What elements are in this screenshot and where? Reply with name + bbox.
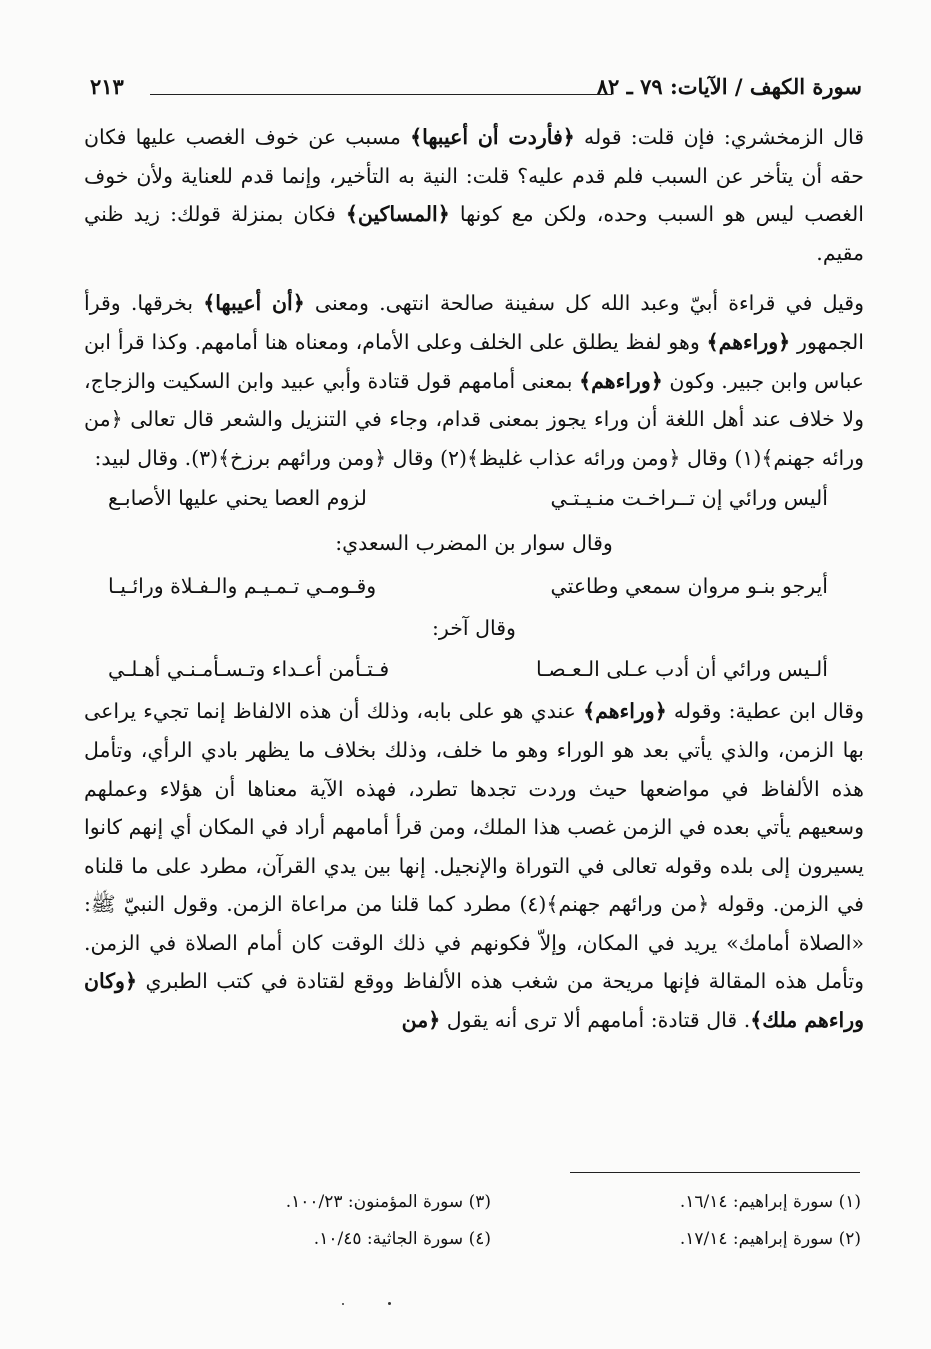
quran-quote: ﴿من xyxy=(401,1008,441,1033)
quran-quote: ﴿فأردت أن أعيبها﴾ xyxy=(410,125,575,149)
quran-quote: ﴿وراءهم﴾ xyxy=(706,329,791,354)
paragraph xyxy=(84,118,864,272)
quran-quote: ﴿أن أعيبها﴾ xyxy=(203,291,305,316)
verse-second-hemistich: فـتـأمن أعـداء وتـسـأمـنـي أهـلـي xyxy=(108,656,390,681)
text-run: فكان بمنزلة قولك: زيد ظني مقيم. xyxy=(84,202,864,265)
text-run: . وقال لبيد: xyxy=(94,445,192,470)
text-run: بخرقها. وقرأ الجمهور xyxy=(84,291,864,354)
header-rule xyxy=(150,94,612,95)
paragraph-gap xyxy=(84,272,864,284)
text-run: وقال xyxy=(386,445,441,470)
scan-speck xyxy=(342,1303,344,1305)
poem-verse xyxy=(84,479,864,518)
quran-quote: ﴿المساكين﴾ xyxy=(345,202,450,227)
verse-first-hemistich: ألـيس ورائي أن أدب عـلى الـعـصـا xyxy=(536,656,828,681)
paragraph xyxy=(84,692,864,1039)
footnote: (٢) سورة إبراهيم: ١٧/١٤. xyxy=(679,1229,861,1249)
scan-speck xyxy=(388,1302,391,1305)
verse-first-hemistich: أيرجو بنـو مروان سمعي وطاعتي xyxy=(550,573,828,598)
footnote: (٣) سورة المؤمنون: ١٠٠/٢٣. xyxy=(285,1192,491,1212)
text-run: ﴿ومن ورائه عذاب غليظ﴾(٢) xyxy=(440,445,681,470)
text-run: وهو لفظ يطلق على الخلف وعلى الأمام، ومعناه هنا أمامهم. وكذا قرأ ابن عباس وابن جبير. وكون xyxy=(84,329,864,393)
text-run: وقال xyxy=(680,445,735,470)
text-run: عندي هو على بابه، وذلك أن هذه الالفاظ إنما تجيء يراعى بها الزمن، والذي يأتي بعد هو الوراء وهو ما خلف، وذلك بخلاف ما يظهر بادي الرأي، وتأمل هذه الألفاظ في مواضعها حيث وردت تجدها تطرد، فهذه الآية معناها أن هؤلاء وعملهم وسعيهم يأتي بعده في الزمن غصب هذا الملك، ومن قرأ أمامهم أراد في المكان أي إنهم كانوا يسيرون إلى بلده وقوله تعالى في التوراة والإنجيل. إنها بين يدي القرآن، مطرد على ما قلناه في الزمن. وقوله xyxy=(84,699,864,917)
footnote: (١) سورة إبراهيم: ١٦/١٤. xyxy=(679,1192,861,1212)
text-run: مسبب عن خوف الغصب عليها فكان حقه أن يتأخر عن السبب فلم قدم عليه؟ قلت: النية به التأخير، وإنما قدم للعناية ولأن خوف الغصب ليس هو السبب وحده، ولكن مع كونها xyxy=(84,125,864,227)
text-run: . قال قتادة: أمامهم ألا ترى أنه يقول xyxy=(440,1008,751,1033)
page-number: ٢١٣ xyxy=(90,74,124,99)
paragraph xyxy=(84,284,864,477)
text-run: قال الزمخشري: فإن قلت: قوله xyxy=(574,125,865,149)
text-run: مطرد كما قلنا من مراعاة الزمن. وقول النبيّ ﷺ: «الصلاة أمامك» يريد في المكان، وإلاّ فكونهم في ذلك الوقت كان أمام الصلاة في الزمن. وتأمل هذه المقالة فإنها مريحة من شغب هذه الألفاظ ووقع لقتادة في كتب الطبري xyxy=(84,892,864,994)
verse-first-hemistich: أليس ورائي إن تــراخـت منـيـتـي xyxy=(550,486,828,511)
verse-second-hemistich: لزوم العصا يحني عليها الأصابـع xyxy=(108,486,367,511)
poem-intro: وقال سوار بن المضرب السعدي: xyxy=(335,530,613,555)
text-run: ﴿من ورائهم جهنم﴾(٤) xyxy=(519,892,710,917)
text-run: ﴿ومن ورائهم برزخ﴾(٣) xyxy=(191,445,387,470)
main-text xyxy=(84,118,864,1040)
poem-verse xyxy=(84,650,864,689)
text-run: وقيل في قراءة أبيّ وعبد الله كل سفينة صالحة انتهى. ومعنى xyxy=(304,291,865,316)
text-run: بمعنى أمامهم قول قتادة وأبي عبيد وابن السكيت والزجاج، ولا خلاف عند أهل اللغة أن وراء يجوز بمعنى قدام، وجاء في التنزيل والشعر قال تعالى xyxy=(84,368,864,432)
quran-quote: ﴿وراءهم﴾ xyxy=(583,699,667,724)
poem-verse xyxy=(84,567,864,606)
footnote-rule xyxy=(570,1172,860,1173)
poem-intro: وقال آخر: xyxy=(432,616,516,641)
quran-quote: ﴿وكان وراءهم ملك﴾ xyxy=(84,969,864,1033)
footnote: (٤) سورة الجاثية: ١٠/٤٥. xyxy=(313,1229,491,1249)
page-header xyxy=(90,74,862,108)
verse-second-hemistich: وقـومـي تـمـيـم والـفـلاة ورائـيـا xyxy=(108,573,377,598)
text-run: وقال ابن عطية: وقوله xyxy=(666,699,864,724)
text-run: ﴿من ورائه جهنم﴾(١) xyxy=(84,407,864,470)
quran-quote: ﴿وراءهم﴾ xyxy=(579,368,663,393)
running-title: سورة الكهف / الآيات: ٧٩ ـ ٨٢ xyxy=(596,74,862,99)
